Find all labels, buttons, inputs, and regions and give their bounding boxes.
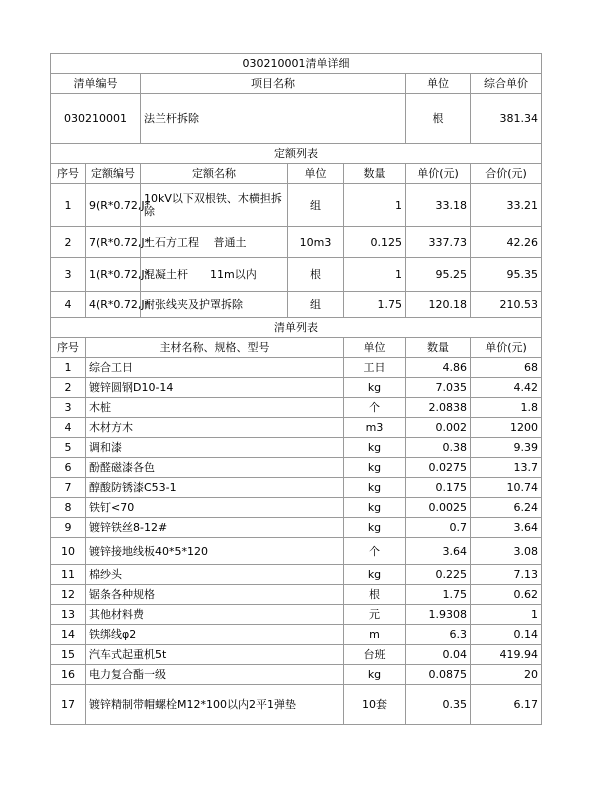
quota-row-name: 土石方工程 普通土	[141, 227, 288, 258]
quota-header-name: 定额名称	[141, 164, 288, 184]
quota-row-qty: 1	[344, 258, 406, 292]
list-row-unit: m3	[344, 418, 406, 438]
list-row-qty: 6.3	[406, 625, 471, 645]
list-row-unit: kg	[344, 378, 406, 398]
bill-detail-table	[50, 53, 542, 725]
quota-row-name: 10kV以下双根铁、木横担拆除	[141, 184, 288, 227]
list-row-price: 6.24	[471, 498, 542, 518]
list-row-qty: 1.9308	[406, 605, 471, 625]
quota-header-qty: 数量	[344, 164, 406, 184]
list-row	[51, 565, 542, 585]
list-row-qty: 0.35	[406, 685, 471, 725]
list-row-name: 木桩	[86, 398, 344, 418]
list-row-price: 9.39	[471, 438, 542, 458]
list-row-name: 酚醛磁漆各色	[86, 458, 344, 478]
list-row-price: 0.62	[471, 585, 542, 605]
list-row-no: 7	[51, 478, 86, 498]
quota-row-no: 4	[51, 292, 86, 318]
list-row-price: 3.08	[471, 538, 542, 565]
quota-header-row	[51, 164, 542, 184]
quota-row-qty: 1.75	[344, 292, 406, 318]
quota-row-price: 33.18	[406, 184, 471, 227]
list-row-name: 汽车式起重机5t	[86, 645, 344, 665]
quota-row-code	[86, 184, 151, 227]
list-row-price: 20	[471, 665, 542, 685]
list-row-price: 1200	[471, 418, 542, 438]
list-row-unit: kg	[344, 478, 406, 498]
list-row-unit: 根	[344, 585, 406, 605]
quota-row-name: 耐张线夹及护罩拆除	[141, 292, 288, 318]
quota-header-code: 定额编号	[86, 164, 141, 184]
list-row-unit: kg	[344, 498, 406, 518]
quota-row-unit: 组	[288, 292, 344, 318]
quota-row	[51, 184, 542, 227]
list-row-price: 68	[471, 358, 542, 378]
list-row-name: 镀锌精制带帽螺栓M12*100以内2平1弹垫	[86, 685, 344, 725]
list-row-name: 镀锌铁丝8-12#	[86, 518, 344, 538]
page-title: 030210001清单详细	[51, 54, 542, 74]
list-row-price: 4.42	[471, 378, 542, 398]
list-row-unit: kg	[344, 438, 406, 458]
quota-row-unit: 组	[288, 184, 344, 227]
list-row	[51, 498, 542, 518]
list-row-no: 8	[51, 498, 86, 518]
quota-row-total: 42.26	[471, 227, 542, 258]
summary-header-price: 综合单价	[471, 74, 542, 94]
quota-header-unit: 单位	[288, 164, 344, 184]
list-row-price: 6.17	[471, 685, 542, 725]
quota-row-no: 2	[51, 227, 86, 258]
list-row-no: 12	[51, 585, 86, 605]
quota-code-text: 1(R*0.72,J*	[89, 268, 151, 281]
list-row-name: 锯条各种规格	[86, 585, 344, 605]
list-row	[51, 358, 542, 378]
list-row-name: 木材方木	[86, 418, 344, 438]
list-row-no: 14	[51, 625, 86, 645]
summary-unit: 根	[406, 94, 471, 144]
list-row	[51, 665, 542, 685]
quota-row	[51, 258, 542, 292]
list-row-unit: kg	[344, 665, 406, 685]
list-row-unit: m	[344, 625, 406, 645]
list-row-no: 2	[51, 378, 86, 398]
quota-row-price: 120.18	[406, 292, 471, 318]
list-row-qty: 1.75	[406, 585, 471, 605]
list-row-no: 13	[51, 605, 86, 625]
list-row-price: 419.94	[471, 645, 542, 665]
list-header-qty: 数量	[406, 338, 471, 358]
list-row-price: 13.7	[471, 458, 542, 478]
quota-row-code	[86, 292, 151, 318]
quota-row-total: 95.35	[471, 258, 542, 292]
quota-row-total: 33.21	[471, 184, 542, 227]
list-row-unit: kg	[344, 458, 406, 478]
list-row-no: 10	[51, 538, 86, 565]
list-row-qty: 0.0025	[406, 498, 471, 518]
list-row	[51, 478, 542, 498]
list-row	[51, 418, 542, 438]
list-row	[51, 625, 542, 645]
list-row-name: 铁钉<70	[86, 498, 344, 518]
list-row-no: 5	[51, 438, 86, 458]
list-row-no: 6	[51, 458, 86, 478]
list-row	[51, 605, 542, 625]
list-row-name: 棉纱头	[86, 565, 344, 585]
list-header-no: 序号	[51, 338, 86, 358]
list-row-qty: 0.225	[406, 565, 471, 585]
summary-header-name: 项目名称	[141, 74, 406, 94]
list-row	[51, 538, 542, 565]
list-row-name: 醇酸防锈漆C53-1	[86, 478, 344, 498]
list-header-unit: 单位	[344, 338, 406, 358]
list-header-row	[51, 338, 542, 358]
list-row-price: 1.8	[471, 398, 542, 418]
summary-header-unit: 单位	[406, 74, 471, 94]
quota-row-total: 210.53	[471, 292, 542, 318]
list-row-unit: 台班	[344, 645, 406, 665]
summary-row	[51, 94, 542, 144]
list-row-unit: kg	[344, 565, 406, 585]
list-row-no: 9	[51, 518, 86, 538]
quota-section-title: 定额列表	[51, 144, 542, 164]
summary-price: 381.34	[471, 94, 542, 144]
quota-code-text: 9(R*0.72,J*	[89, 198, 151, 212]
list-row-qty: 0.175	[406, 478, 471, 498]
list-row-name: 镀锌接地线板40*5*120	[86, 538, 344, 565]
summary-header-row	[51, 74, 542, 94]
quota-row-price: 337.73	[406, 227, 471, 258]
list-row-qty: 2.0838	[406, 398, 471, 418]
quota-row-qty: 1	[344, 184, 406, 227]
list-row-name: 综合工日	[86, 358, 344, 378]
list-row-qty: 3.64	[406, 538, 471, 565]
list-row-qty: 0.7	[406, 518, 471, 538]
quota-row-price: 95.25	[406, 258, 471, 292]
list-row-no: 1	[51, 358, 86, 378]
list-row	[51, 685, 542, 725]
list-row-price: 7.13	[471, 565, 542, 585]
list-header-price: 单价(元)	[471, 338, 542, 358]
quota-code-text: 7(R*0.72,J*	[89, 235, 151, 249]
list-row-no: 4	[51, 418, 86, 438]
list-header-name: 主材名称、规格、型号	[86, 338, 344, 358]
list-row	[51, 518, 542, 538]
list-row-no: 11	[51, 565, 86, 585]
list-row-qty: 0.38	[406, 438, 471, 458]
quota-row	[51, 227, 542, 258]
list-row-price: 10.74	[471, 478, 542, 498]
quota-row-no: 3	[51, 258, 86, 292]
quota-row-unit: 10m3	[288, 227, 344, 258]
list-row-unit: 元	[344, 605, 406, 625]
list-row	[51, 458, 542, 478]
list-row-price: 3.64	[471, 518, 542, 538]
list-row-unit: kg	[344, 518, 406, 538]
quota-header-price: 单价(元)	[406, 164, 471, 184]
list-row-no: 16	[51, 665, 86, 685]
quota-row-no: 1	[51, 184, 86, 227]
list-row	[51, 378, 542, 398]
quota-row-code	[86, 227, 151, 258]
list-row-name: 铁绑线φ2	[86, 625, 344, 645]
list-row-qty: 0.0275	[406, 458, 471, 478]
list-row-name: 电力复合酯一级	[86, 665, 344, 685]
list-row-unit: 个	[344, 398, 406, 418]
list-row-no: 3	[51, 398, 86, 418]
list-row-no: 15	[51, 645, 86, 665]
summary-code: 030210001	[51, 94, 141, 144]
list-row	[51, 645, 542, 665]
quota-row-unit: 根	[288, 258, 344, 292]
quota-row-name: 混凝土杆 11m以内	[141, 258, 288, 292]
quota-row-code	[86, 258, 151, 292]
list-row-name: 调和漆	[86, 438, 344, 458]
list-row	[51, 398, 542, 418]
list-row-qty: 0.002	[406, 418, 471, 438]
list-row-unit: 10套	[344, 685, 406, 725]
list-row-qty: 4.86	[406, 358, 471, 378]
quota-code-text: 4(R*0.72,J*	[89, 298, 151, 311]
list-row-price: 1	[471, 605, 542, 625]
list-row-qty: 0.0875	[406, 665, 471, 685]
list-row	[51, 585, 542, 605]
list-row-name: 镀锌圆钢D10-14	[86, 378, 344, 398]
summary-name: 法兰杆拆除	[141, 94, 406, 144]
quota-row	[51, 292, 542, 318]
list-row-name: 其他材料费	[86, 605, 344, 625]
list-row-price: 0.14	[471, 625, 542, 645]
list-row	[51, 438, 542, 458]
quota-header-no: 序号	[51, 164, 86, 184]
quota-row-qty: 0.125	[344, 227, 406, 258]
quota-header-total: 合价(元)	[471, 164, 542, 184]
list-row-no: 17	[51, 685, 86, 725]
list-row-qty: 0.04	[406, 645, 471, 665]
list-section-title: 清单列表	[51, 318, 542, 338]
list-row-unit: 个	[344, 538, 406, 565]
list-row-qty: 7.035	[406, 378, 471, 398]
summary-header-code: 清单编号	[51, 74, 141, 94]
list-row-unit: 工日	[344, 358, 406, 378]
